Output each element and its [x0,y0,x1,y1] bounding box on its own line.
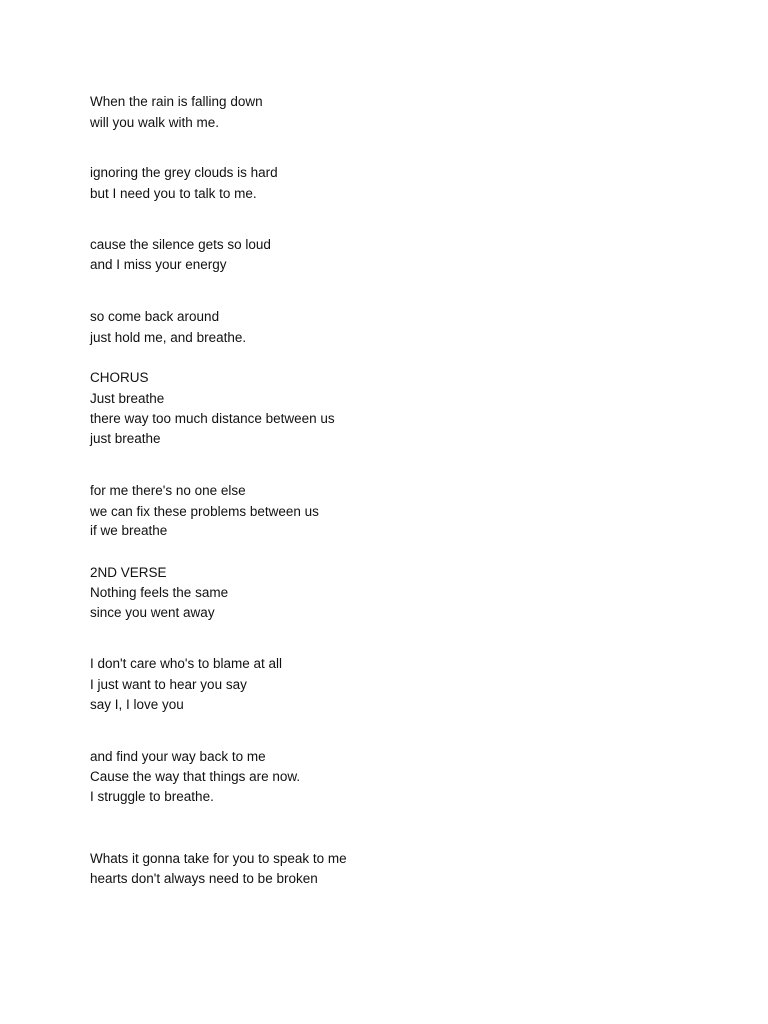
lyric-line: Just breathe [90,391,165,406]
lyric-line: ignoring the grey clouds is hard [90,165,278,180]
lyric-line: there way too much distance between us [90,411,335,426]
section-heading-verse: 2ND VERSE [90,565,167,580]
lyric-line: will you walk with me. [90,115,220,130]
lyric-line: for me there's no one else [90,483,246,498]
lyric-line: hearts don't always need to be broken [90,871,318,886]
lyric-line: we can fix these problems between us [90,504,319,519]
lyric-line: if we breathe [90,523,168,538]
lyric-line: Cause the way that things are now. [90,769,301,784]
lyric-line: but I need you to talk to me. [90,186,257,201]
lyric-line: I struggle to breathe. [90,789,214,804]
lyric-line: Nothing feels the same [90,585,229,600]
lyric-line: Whats it gonna take for you to speak to me [90,851,347,866]
lyric-line: so come back around [90,309,220,324]
lyric-line: just breathe [90,431,161,446]
lyric-line: since you went away [90,605,215,620]
lyric-line: cause the silence gets so loud [90,237,271,252]
lyric-line: and I miss your energy [90,257,227,272]
lyric-line: say I, I love you [90,697,184,712]
lyric-line: When the rain is falling down [90,94,263,109]
lyric-line: I just want to hear you say [90,677,247,692]
lyric-line: and find your way back to me [90,749,266,764]
lyric-line: I don't care who's to blame at all [90,656,283,671]
lyric-line: just hold me, and breathe. [90,330,247,345]
section-heading-chorus: CHORUS [90,370,149,385]
